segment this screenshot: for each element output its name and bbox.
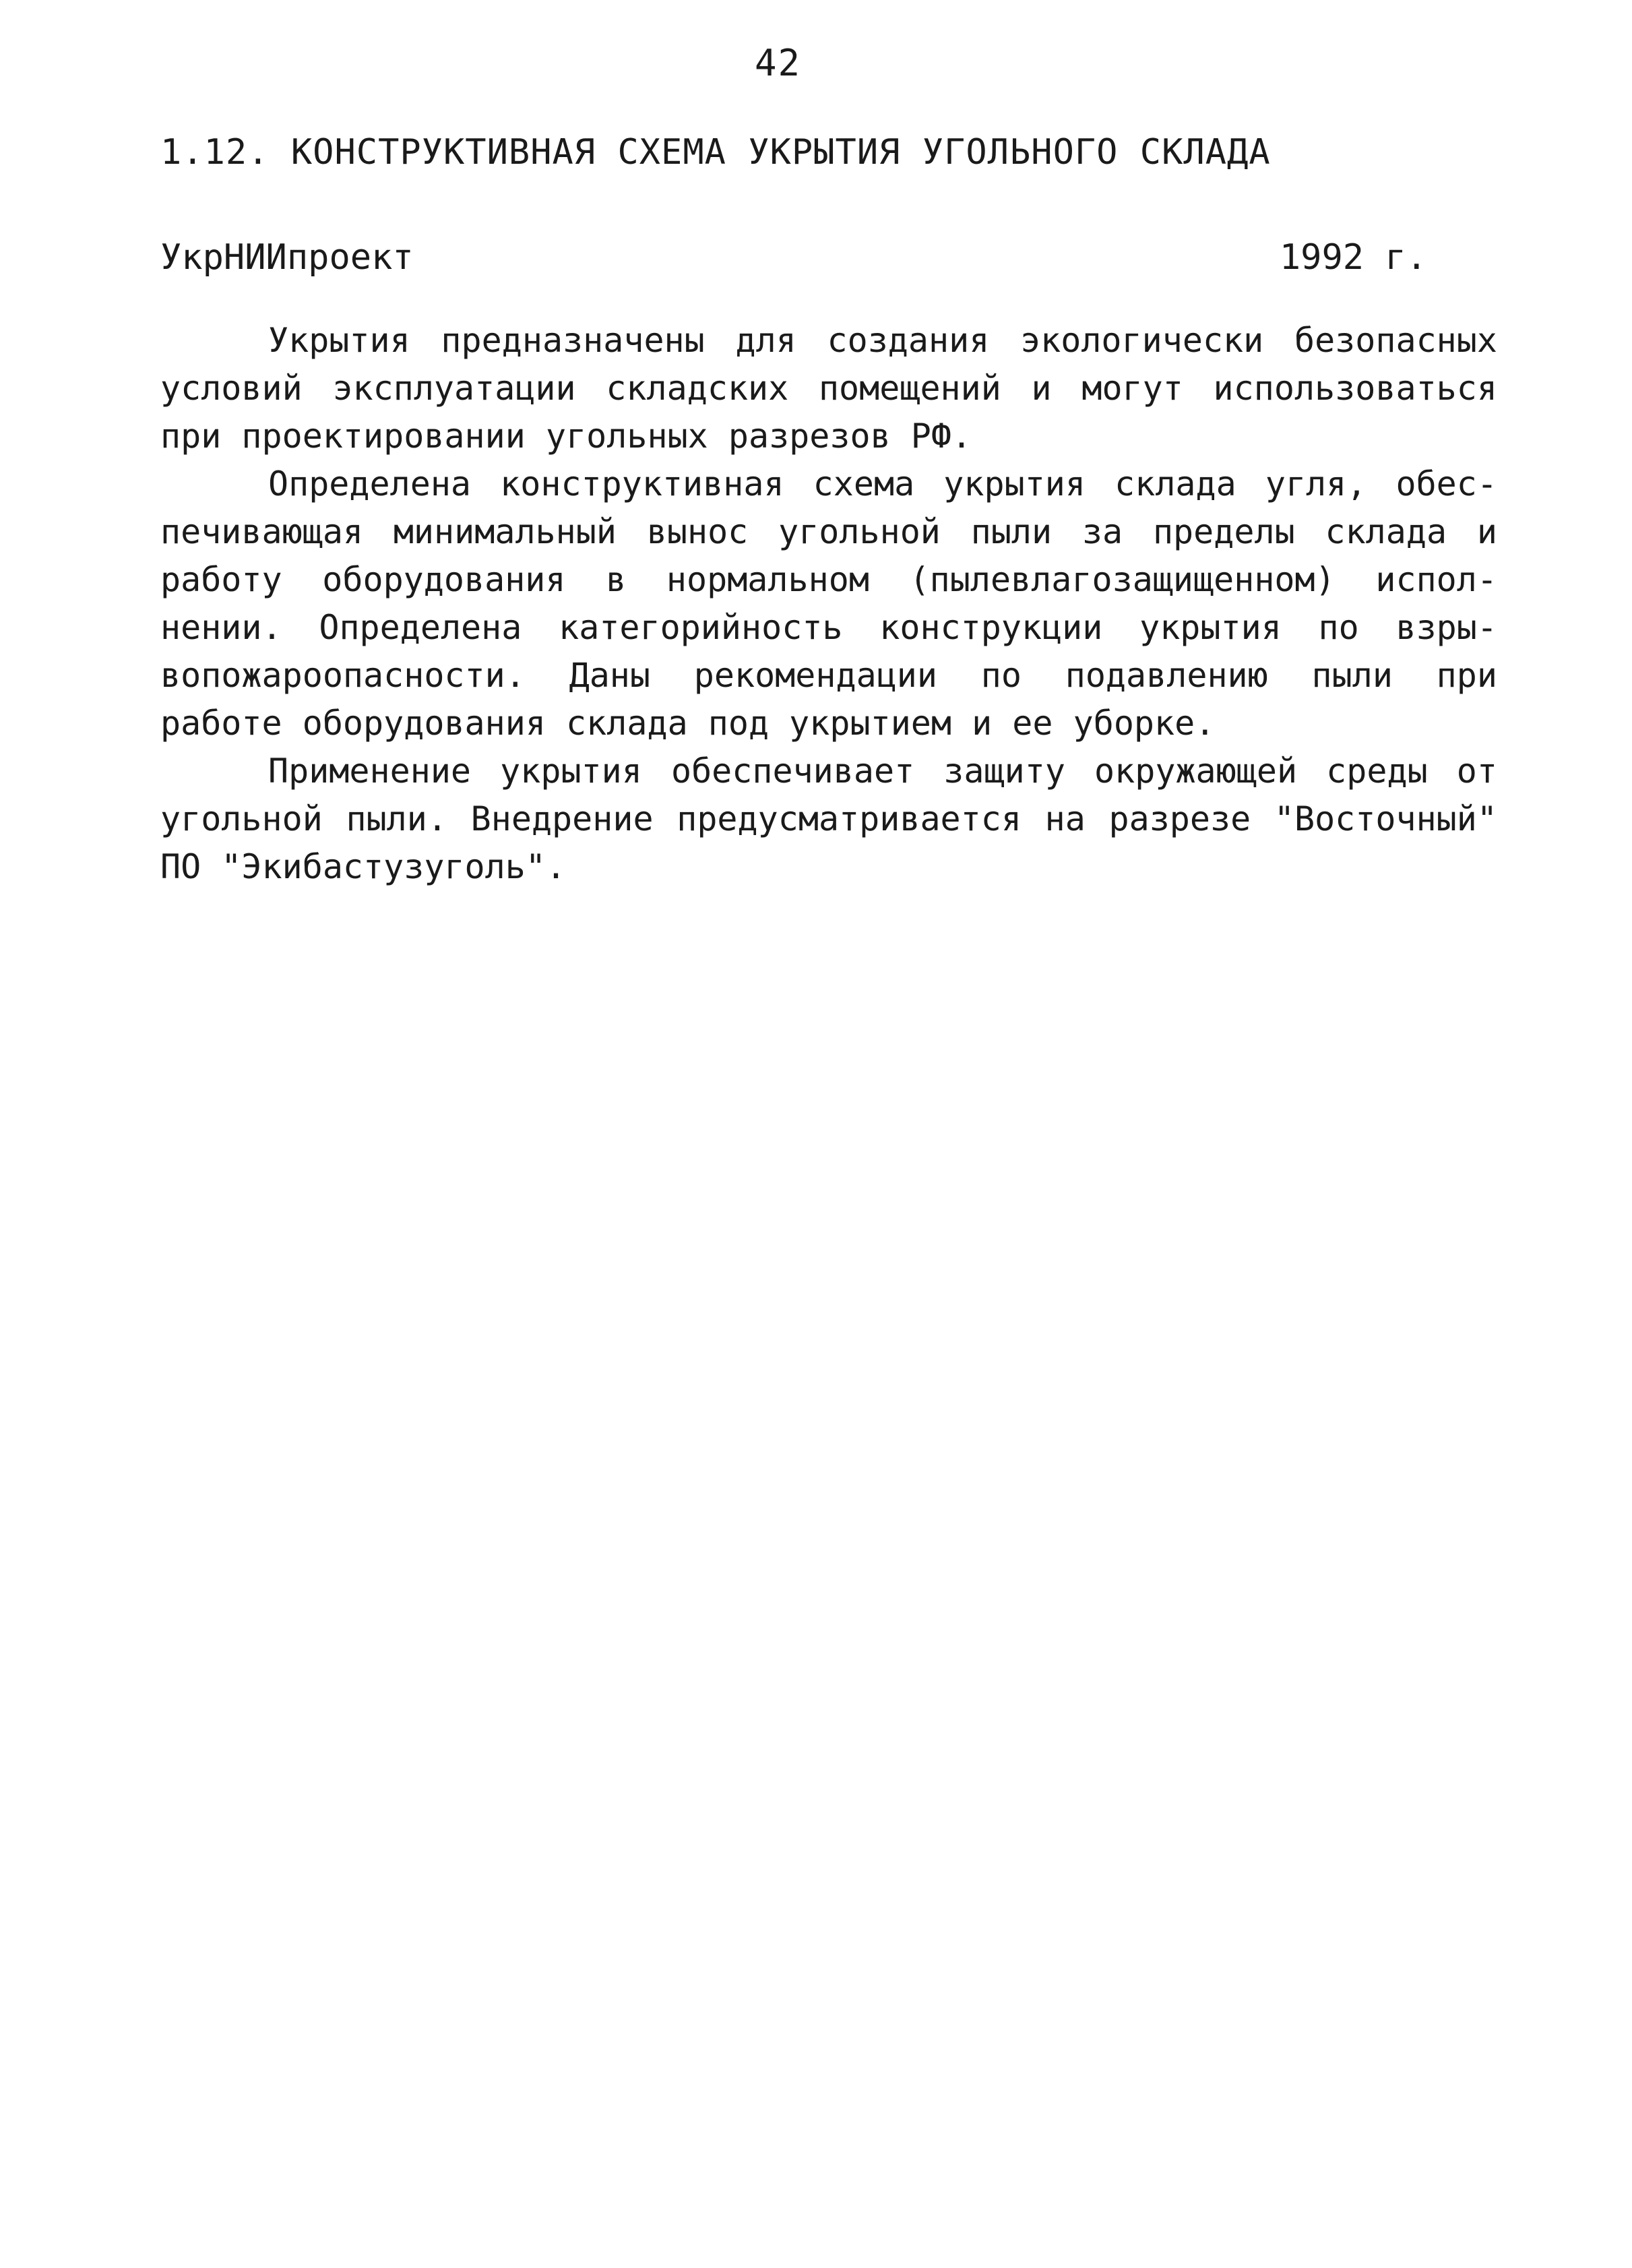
paragraph: Укрытия предназначены для создания экологически безопасных условий эксплуатации складских помещений и могут использоваться при проектировании угольных разрезов РФ. <box>160 321 1497 456</box>
section-heading: 1.12. КОНСТРУКТИВНАЯ СХЕМА УКРЫТИЯ УГОЛЬНОГО СКЛАДА <box>160 132 1271 173</box>
organization-name: УкрНИИпроект <box>160 237 414 278</box>
document-body <box>160 317 1497 891</box>
publication-year: 1992 г. <box>1279 237 1427 278</box>
paragraph: Определена конструктивная схема укрытия склада угля, обеспечивающая минимальный вынос угольной пыли за пределы склада и работу оборудования в нормальном (пылевлагозащищенном) исполнении. Определена категорийность конструкции укрытия по взрывопожароопасности. Даны рекомендации по подавлению пыли при работе оборудования склада под укрытием и ее уборке. <box>160 464 1497 743</box>
page-number: 42 <box>755 42 802 84</box>
paragraph: Применение укрытия обеспечивает защиту окружающей среды от угольной пыли. Внедрение предусматривается на разрезе "Восточный" ПО "Экибастузуголь". <box>160 752 1497 886</box>
